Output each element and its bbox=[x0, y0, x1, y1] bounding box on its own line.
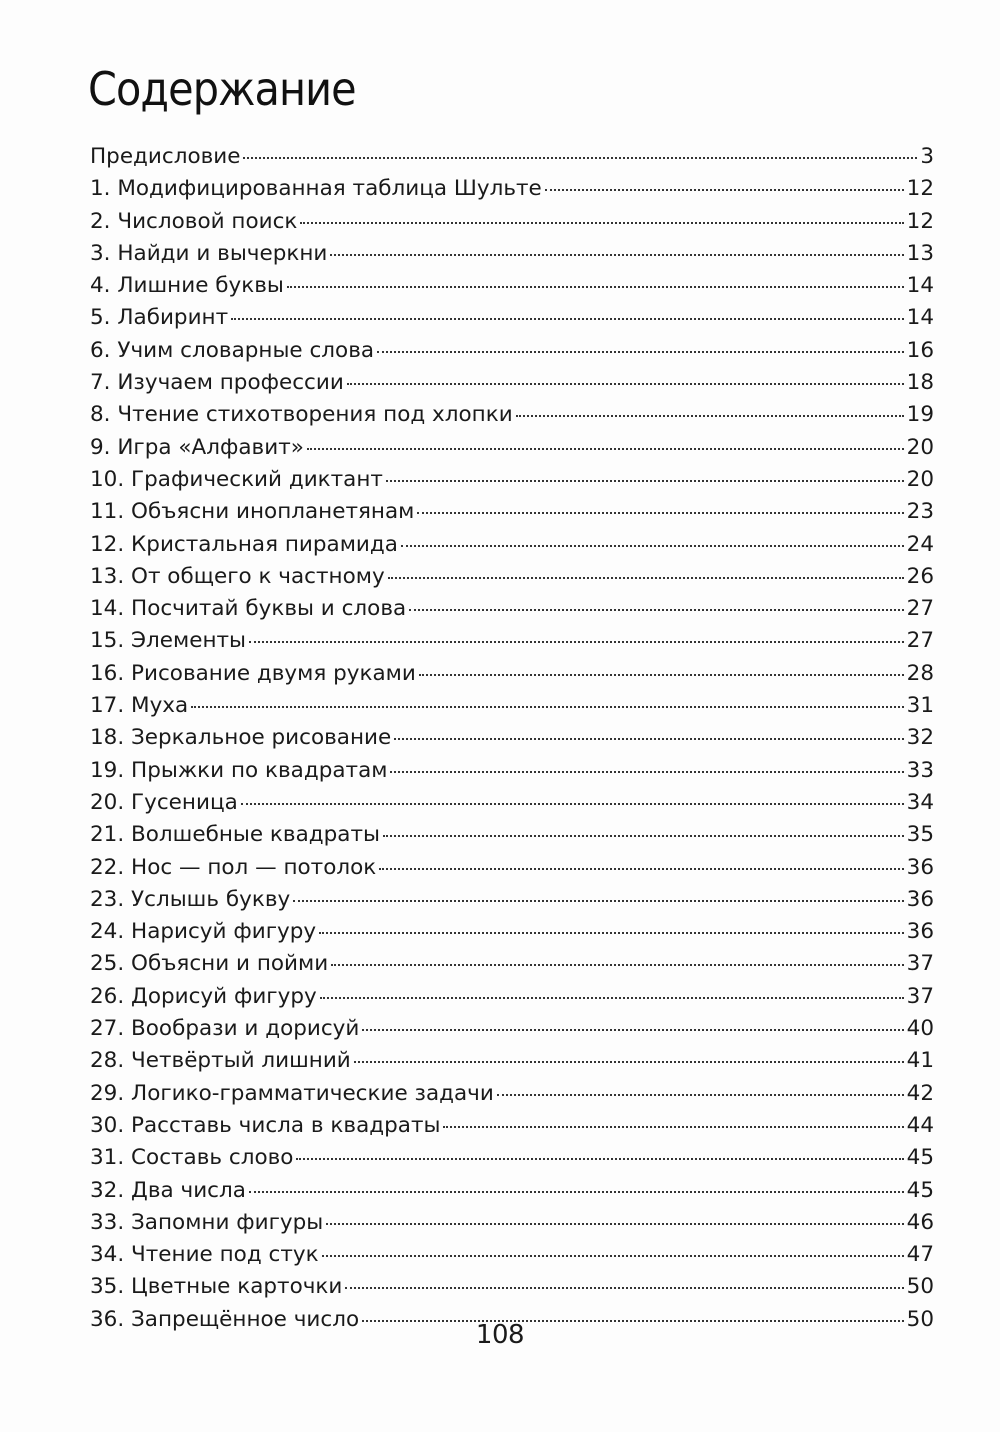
toc-entry-label: 36. Запрещённое число bbox=[90, 1306, 360, 1332]
toc-entry bbox=[90, 1013, 934, 1045]
toc-entry-page: 41 bbox=[906, 1048, 934, 1074]
toc-entry-label: 9. Игра «Алфавит» bbox=[90, 434, 304, 460]
dot-leader bbox=[354, 1061, 904, 1063]
toc-entry-page: 28 bbox=[906, 660, 934, 686]
toc-entry-label: 11. Объясни инопланетянам bbox=[90, 499, 415, 525]
dot-leader bbox=[419, 674, 904, 676]
toc-entry-page: 20 bbox=[906, 434, 934, 460]
toc-entry-page: 35 bbox=[906, 822, 934, 848]
toc-entry-label: 12. Кристальная пирамида bbox=[90, 531, 398, 557]
toc-entry-label: Предисловие bbox=[90, 144, 241, 169]
toc-entry-page: 40 bbox=[906, 1016, 934, 1042]
toc-entry-page: 33 bbox=[906, 757, 934, 783]
dot-leader bbox=[386, 480, 904, 482]
toc-entry bbox=[90, 1207, 934, 1239]
toc-entry bbox=[90, 1239, 934, 1271]
toc-entry bbox=[90, 206, 934, 238]
dot-leader bbox=[331, 964, 903, 966]
toc-entry bbox=[90, 625, 934, 657]
toc-entry-page: 36 bbox=[906, 919, 934, 945]
toc-entry-label: 31. Составь слово bbox=[90, 1145, 294, 1171]
toc-entry-page: 24 bbox=[906, 531, 934, 557]
toc-entry-page: 3 bbox=[920, 144, 934, 169]
toc-entry-page: 44 bbox=[906, 1112, 934, 1138]
toc-entry bbox=[90, 1175, 934, 1207]
toc-entry-label: 35. Цветные карточки bbox=[90, 1274, 343, 1300]
toc-entry-page: 36 bbox=[906, 886, 934, 912]
toc-entry-label: 25. Объясни и пойми bbox=[90, 951, 329, 977]
toc-entry-page: 37 bbox=[906, 951, 934, 977]
toc-entry bbox=[90, 658, 934, 690]
dot-leader bbox=[516, 415, 904, 417]
toc-entry-label: 30. Расставь числа в квадраты bbox=[90, 1112, 441, 1138]
toc-entry-label: 27. Вообрази и дорисуй bbox=[90, 1016, 360, 1042]
dot-leader bbox=[300, 222, 903, 224]
toc-entry-page: 45 bbox=[906, 1177, 934, 1203]
dot-leader bbox=[322, 1255, 904, 1257]
toc-entry-label: 19. Прыжки по квадратам bbox=[90, 757, 388, 783]
toc-entry-page: 20 bbox=[906, 466, 934, 492]
toc-entry-page: 27 bbox=[906, 628, 934, 654]
toc-entry-page: 27 bbox=[906, 596, 934, 622]
toc-entry bbox=[90, 1078, 934, 1110]
toc-entry bbox=[90, 722, 934, 754]
toc-entry bbox=[90, 884, 934, 916]
toc-entry bbox=[90, 432, 934, 464]
toc-entry bbox=[90, 367, 934, 399]
toc-entry-page: 50 bbox=[906, 1274, 934, 1300]
toc-entry-label: 34. Чтение под стук bbox=[90, 1242, 319, 1268]
toc-entry bbox=[90, 173, 934, 205]
page-number: 108 bbox=[475, 1320, 525, 1350]
toc-entry-page: 18 bbox=[906, 370, 934, 396]
dot-leader bbox=[362, 1029, 903, 1031]
toc-entry bbox=[90, 529, 934, 561]
dot-leader bbox=[326, 1223, 903, 1225]
toc-entry bbox=[90, 1110, 934, 1142]
toc-entry-label: 2. Числовой поиск bbox=[90, 208, 298, 234]
toc-entry-page: 36 bbox=[906, 854, 934, 880]
dot-leader bbox=[383, 835, 904, 837]
toc-entry-label: 28. Четвёртый лишний bbox=[90, 1048, 351, 1074]
toc-entry bbox=[90, 270, 934, 302]
toc-entry-label: 14. Посчитай буквы и слова bbox=[90, 596, 407, 622]
toc-entry bbox=[90, 399, 934, 431]
toc-entry-page: 19 bbox=[906, 402, 934, 428]
toc-entry-label: 16. Рисование двумя руками bbox=[90, 660, 416, 686]
page-title: Содержание bbox=[88, 62, 356, 116]
toc-entry bbox=[90, 787, 934, 819]
toc-entry-page: 14 bbox=[906, 305, 934, 331]
toc-entry-page: 34 bbox=[906, 789, 934, 815]
toc-entry bbox=[90, 916, 934, 948]
toc-entry-label: 4. Лишние буквы bbox=[90, 273, 284, 299]
toc-entry-label: 17. Муха bbox=[90, 693, 189, 719]
dot-leader bbox=[319, 932, 904, 934]
toc-entry bbox=[90, 981, 934, 1013]
toc-entry-page: 46 bbox=[906, 1209, 934, 1235]
toc-entry-label: 24. Нарисуй фигуру bbox=[90, 919, 317, 945]
toc-entry-page: 13 bbox=[906, 240, 934, 266]
toc-entry-label: 3. Найди и вычеркни bbox=[90, 240, 328, 266]
dot-leader bbox=[347, 383, 904, 385]
toc-entry-label: 22. Нос — пол — потолок bbox=[90, 854, 377, 880]
toc-entry bbox=[90, 755, 934, 787]
toc-entry-label: 26. Дорисуй фигуру bbox=[90, 983, 317, 1009]
toc-entry bbox=[90, 1142, 934, 1174]
dot-leader bbox=[401, 545, 904, 547]
toc-entry bbox=[90, 302, 934, 334]
toc-entry-label: 10. Графический диктант bbox=[90, 466, 383, 492]
toc-entry bbox=[90, 496, 934, 528]
toc-entry-label: 7. Изучаем профессии bbox=[90, 370, 344, 396]
toc-entry-label: 32. Два числа bbox=[90, 1177, 246, 1203]
dot-leader bbox=[345, 1287, 903, 1289]
toc-entry-label: 20. Гусеница bbox=[90, 789, 238, 815]
toc-entry bbox=[90, 1271, 934, 1303]
toc-entry-label: 6. Учим словарные слова bbox=[90, 337, 375, 363]
dot-leader bbox=[287, 286, 904, 288]
toc-entry bbox=[90, 335, 934, 367]
dot-leader bbox=[296, 1158, 903, 1160]
dot-leader bbox=[379, 868, 903, 870]
dot-leader bbox=[394, 738, 903, 740]
toc-entry bbox=[90, 1045, 934, 1077]
toc-entry-label: 21. Волшебные квадраты bbox=[90, 822, 380, 848]
toc-entry bbox=[90, 141, 934, 173]
toc-entry bbox=[90, 690, 934, 722]
dot-leader bbox=[390, 771, 903, 773]
dot-leader bbox=[409, 609, 903, 611]
toc-entry-page: 45 bbox=[906, 1145, 934, 1171]
toc-entry-page: 16 bbox=[906, 337, 934, 363]
toc-entry-label: 18. Зеркальное рисование bbox=[90, 725, 392, 751]
toc-entry-page: 31 bbox=[906, 693, 934, 719]
toc-entry-label: 5. Лабиринт bbox=[90, 305, 229, 331]
dot-leader bbox=[417, 512, 903, 514]
toc-entry-page: 50 bbox=[906, 1306, 934, 1332]
dot-leader bbox=[293, 900, 903, 902]
toc-entry-page: 42 bbox=[906, 1080, 934, 1106]
dot-leader bbox=[443, 1126, 903, 1128]
toc-entry-page: 32 bbox=[906, 725, 934, 751]
toc-entry-label: 29. Логико-грамматические задачи bbox=[90, 1080, 494, 1106]
toc-entry-label: 23. Услышь букву bbox=[90, 886, 291, 912]
dot-leader bbox=[243, 157, 917, 159]
table-of-contents bbox=[90, 141, 934, 1336]
dot-leader bbox=[249, 1191, 904, 1193]
dot-leader bbox=[249, 641, 904, 643]
toc-entry-label: 33. Запомни фигуры bbox=[90, 1209, 324, 1235]
dot-leader bbox=[320, 997, 904, 999]
dot-leader bbox=[545, 189, 904, 191]
toc-entry-label: 13. От общего к частному bbox=[90, 563, 385, 589]
toc-entry-page: 47 bbox=[906, 1242, 934, 1268]
toc-entry-page: 37 bbox=[906, 983, 934, 1009]
toc-entry bbox=[90, 561, 934, 593]
toc-entry-label: 1. Модифицированная таблица Шульте bbox=[90, 176, 542, 202]
toc-entry-page: 23 bbox=[906, 499, 934, 525]
dot-leader bbox=[377, 351, 904, 353]
dot-leader bbox=[330, 254, 903, 256]
toc-entry-page: 12 bbox=[906, 176, 934, 202]
toc-entry bbox=[90, 593, 934, 625]
toc-entry-label: 15. Элементы bbox=[90, 628, 247, 654]
dot-leader bbox=[307, 448, 904, 450]
dot-leader bbox=[388, 577, 904, 579]
toc-entry bbox=[90, 948, 934, 980]
toc-entry bbox=[90, 852, 934, 884]
toc-entry-page: 14 bbox=[906, 273, 934, 299]
dot-leader bbox=[497, 1094, 904, 1096]
dot-leader bbox=[191, 706, 903, 708]
toc-entry-page: 26 bbox=[906, 563, 934, 589]
toc-entry bbox=[90, 464, 934, 496]
toc-entry-label: 8. Чтение стихотворения под хлопки bbox=[90, 402, 513, 428]
toc-entry bbox=[90, 238, 934, 270]
toc-entry bbox=[90, 819, 934, 851]
dot-leader bbox=[231, 318, 904, 320]
toc-entry-page: 12 bbox=[906, 208, 934, 234]
dot-leader bbox=[241, 803, 904, 805]
